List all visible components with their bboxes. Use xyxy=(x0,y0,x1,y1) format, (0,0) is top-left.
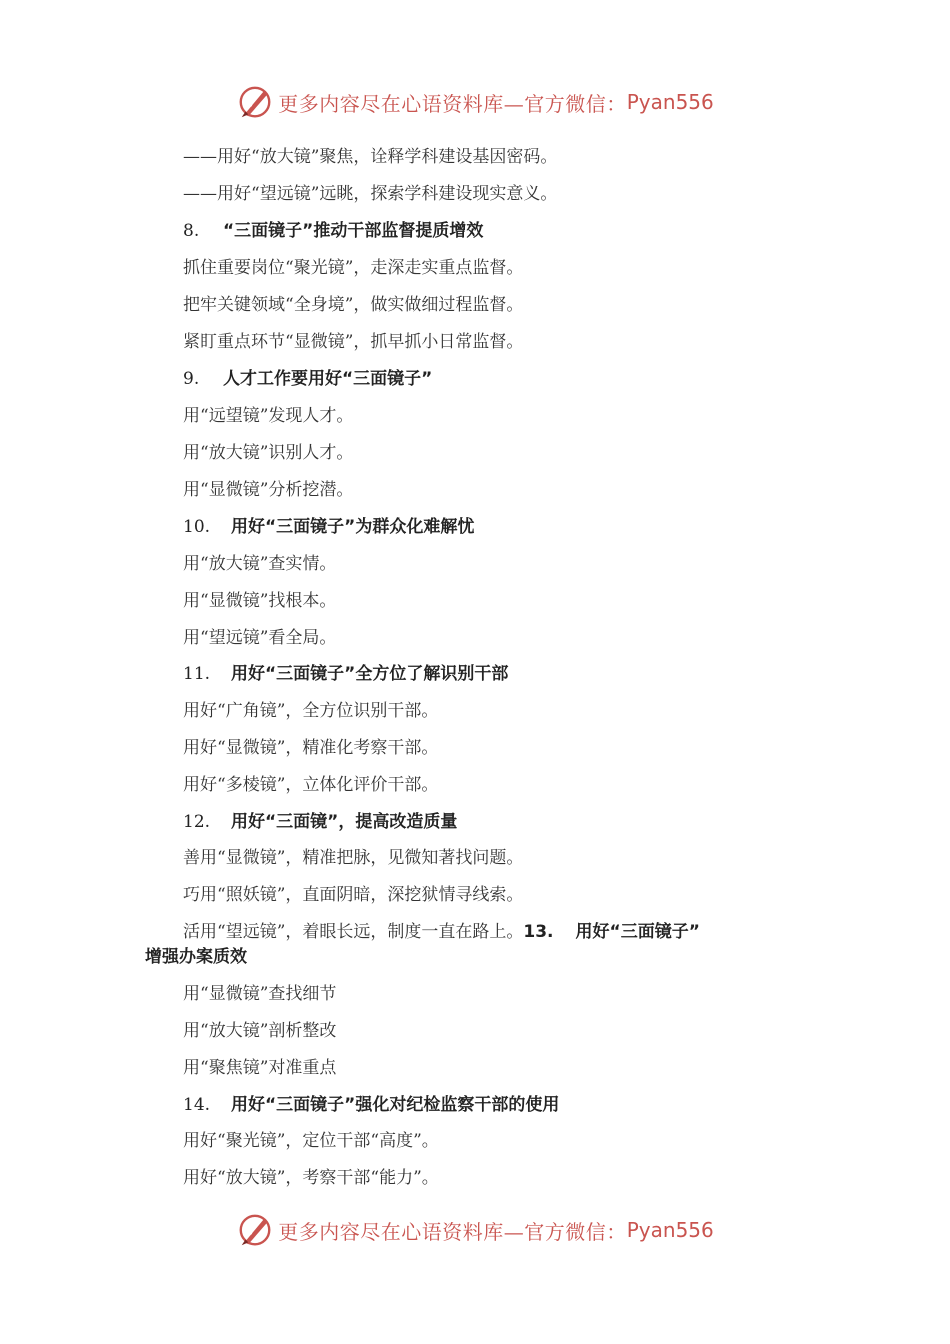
heading-number: 10. xyxy=(183,517,211,537)
text-line: 用“放大镜”查实情。 xyxy=(183,554,337,574)
heading-text: 用好“三面镜子”全方位了解识别干部 xyxy=(231,664,509,684)
heading-text: 用好“三面镜子”强化对纪检监察干部的使用 xyxy=(231,1095,560,1115)
banner-wechat-id: Pyan556 xyxy=(626,1218,714,1242)
text-line: 抓住重要岗位“聚光镜”，走深走实重点监督。 xyxy=(183,258,524,278)
text-line: 用“望远镜”看全局。 xyxy=(183,628,337,648)
section-heading-10 xyxy=(183,515,474,539)
text-line: 用好“放大镜”，考察干部“能力”。 xyxy=(183,1168,439,1188)
pen-logo-icon xyxy=(236,1211,274,1249)
text-line: 用“放大镜”识别人才。 xyxy=(183,443,354,463)
banner-wechat-id: Pyan556 xyxy=(626,90,714,114)
heading-number: 9. xyxy=(183,369,200,389)
heading-continuation: 增强办案质效 xyxy=(145,947,247,967)
heading-text: 用好“三面镜”，提高改造质量 xyxy=(231,812,458,832)
heading-number: 13. xyxy=(523,922,554,942)
footer-banner xyxy=(0,1210,950,1250)
section-heading-11 xyxy=(183,662,508,686)
text-line: 巧用“照妖镜”，直面阴暗，深挖狱情寻线索。 xyxy=(183,885,524,905)
section-heading-9 xyxy=(183,367,432,391)
banner-text: 更多内容尽在心语资料库—官方微信： xyxy=(278,91,627,116)
text-line: ——用好“望远镜”远眺，探索学科建设现实意义。 xyxy=(183,184,558,204)
pen-logo-icon xyxy=(236,83,274,121)
header-banner xyxy=(0,82,950,122)
heading-number: 11. xyxy=(183,664,211,684)
heading-text: 人才工作要用好“三面镜子” xyxy=(223,369,433,389)
text-line: 用“显微镜”查找细节 xyxy=(183,984,337,1004)
text-line: 用“放大镜”剖析整改 xyxy=(183,1021,337,1041)
text-line: 善用“显微镜”，精准把脉，见微知著找问题。 xyxy=(183,848,524,868)
text-line: 用“显微镜”分析挖潜。 xyxy=(183,480,354,500)
text-line: 用“聚焦镜”对准重点 xyxy=(183,1058,337,1078)
text-line: 用好“广角镜”，全方位识别干部。 xyxy=(183,701,439,721)
banner-text: 更多内容尽在心语资料库—官方微信： xyxy=(278,1219,627,1244)
text-line: ——用好“放大镜”聚焦，诠释学科建设基因密码。 xyxy=(183,147,558,167)
text-line: 用好“显微镜”，精准化考察干部。 xyxy=(183,738,439,758)
section-heading-8 xyxy=(183,219,483,243)
text-line xyxy=(183,920,700,944)
section-heading-14 xyxy=(183,1093,559,1117)
text-line: 把牢关键领域“全身境”，做实做细过程监督。 xyxy=(183,295,524,315)
heading-number: 14. xyxy=(183,1095,211,1115)
heading-number: 8. xyxy=(183,221,200,241)
heading-number: 12. xyxy=(183,812,211,832)
text-fragment: 活用“望远镜”，着眼长远，制度一直在路上。 xyxy=(183,922,524,942)
text-line: 用“远望镜”发现人才。 xyxy=(183,406,354,426)
text-line: 紧盯重点环节“显微镜”，抓早抓小日常监督。 xyxy=(183,332,524,352)
heading-text: “三面镜子”推动干部监督提质增效 xyxy=(223,221,484,241)
section-heading-12 xyxy=(183,810,457,834)
text-line: 用好“聚光镜”，定位干部“高度”。 xyxy=(183,1131,439,1151)
text-line: 用“显微镜”找根本。 xyxy=(183,591,337,611)
section-heading-13 xyxy=(523,922,699,942)
heading-text: 用好“三面镜子” xyxy=(575,922,700,942)
text-line: 用好“多棱镜”，立体化评价干部。 xyxy=(183,775,439,795)
heading-text: 用好“三面镜子”为群众化难解忧 xyxy=(231,517,475,537)
